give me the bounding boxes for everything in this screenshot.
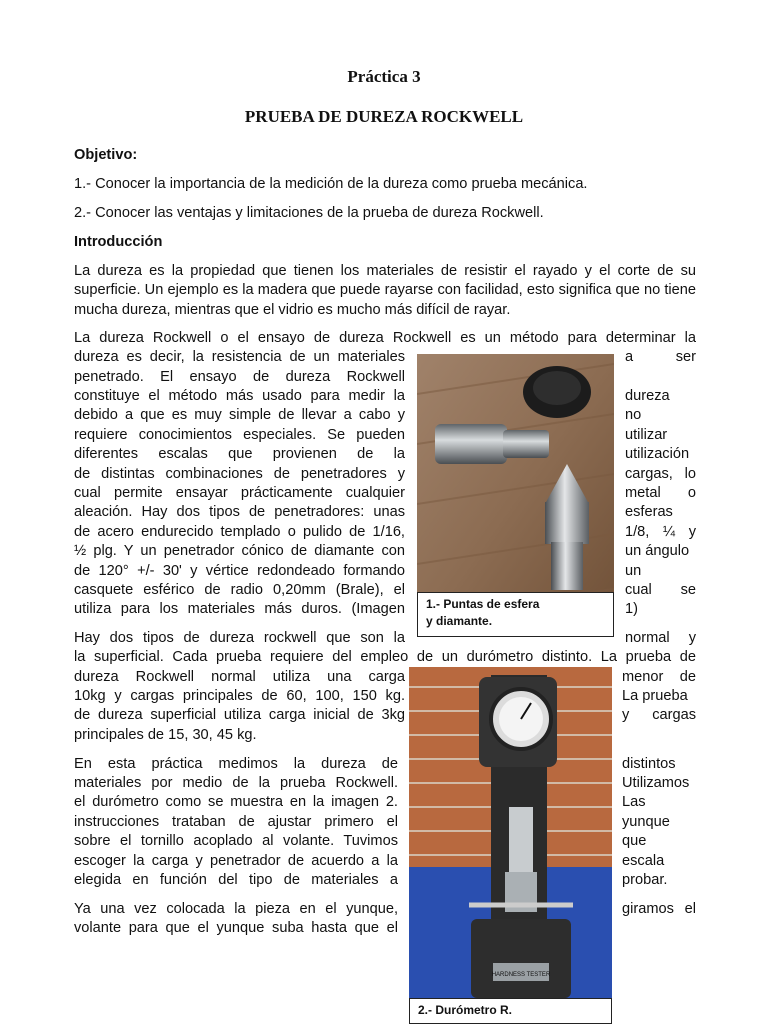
text-line: cual permite ensayar prácticamente cualquier — [74, 485, 405, 501]
objective-item-2: 2.- Conocer las ventajas y limitaciones de la prueba de dureza Rockwell. — [74, 205, 544, 221]
text-line: dureza es decir, la resistencia de un materiales — [74, 349, 405, 365]
text-line: utilizar — [625, 427, 668, 443]
text-line: constituye el método más usado para medir la — [74, 388, 405, 404]
text-line: menor de — [622, 669, 696, 685]
text-line: el durómetro como se muestra en la imagen 2. — [74, 794, 398, 810]
text-line: dureza Rockwell normal utiliza una carga — [74, 669, 405, 685]
text-line: 1) — [625, 601, 638, 617]
figure-1-caption-line-2: y diamante. — [426, 614, 493, 628]
figure-1-caption-line-1: 1.- Puntas de esfera — [426, 597, 540, 611]
text-line: 1/8, ¼ y — [625, 524, 696, 540]
page-title: PRUEBA DE DUREZA ROCKWELL — [244, 107, 524, 126]
text-line: yunque — [622, 814, 670, 830]
text-line: Hay dos tipos de dureza rockwell que son la — [74, 630, 405, 646]
tester-nameplate: HARDNESS TESTER — [491, 972, 551, 978]
figure-2-durometer-photo — [409, 667, 612, 1024]
text-line: sobre el tornillo acoplado al volante. Tuvimos — [74, 833, 398, 849]
text-line: Utilizamos — [622, 775, 690, 791]
text-line: volante para que el yunque suba hasta que el — [74, 920, 398, 936]
text-line: de distintas combinaciones de penetradores y — [74, 466, 405, 482]
text-line: normal y — [625, 630, 696, 646]
text-line: debido a que es muy simple de llevar a cabo y — [74, 407, 405, 423]
text-line: distintos — [622, 756, 676, 772]
text-line: metal o — [625, 485, 696, 501]
text-line: giramos el — [622, 901, 696, 917]
figure-2-caption: 2.- Durómetro R. — [409, 998, 612, 1024]
text-line: ½ plg. Y un penetrador cónico de diamante con — [74, 543, 405, 559]
text-line: casquete esférico de radio 0,20mm (Brale), el — [74, 582, 405, 598]
text-line: un ángulo — [625, 543, 690, 559]
text-line: Las — [622, 794, 646, 810]
text-line: un — [625, 563, 642, 579]
text-line: la superficial. Cada prueba requiere del empleo de un durómetro distinto. La prueba de — [74, 649, 696, 665]
text-line: aleación. Hay dos tipos de penetradores: unas — [74, 504, 405, 520]
text-line: diferentes escalas que provienen de la — [74, 446, 405, 462]
text-line: materiales por medio de la prueba Rockwell. — [74, 775, 398, 791]
text-line: y cargas — [622, 707, 696, 723]
text-line: escala — [622, 853, 665, 869]
practice-number: Práctica 3 — [347, 67, 421, 86]
text-line: cual se — [625, 582, 696, 598]
intro-paragraph-1: La dureza es la propiedad que tienen los materiales de resistir el rayado y el corte de su superficie. Un ejemplo es la madera que puede rayarse con facilidad, esto significa que no tiene mucha dureza, mientras que el vidrio es mucho más difícil de rayar. — [74, 263, 696, 318]
text-line: La prueba — [622, 688, 688, 704]
durometer-illustration — [409, 667, 612, 998]
intro-paragraph-2-first-line: La dureza Rockwell o el ensayo de dureza Rockwell es un método para determinar la — [74, 330, 696, 346]
text-line: principales de 15, 30, 45 kg. — [74, 727, 257, 743]
text-line: esferas — [625, 504, 673, 520]
text-line: de 120° +/- 30' y vértice redondeado formando — [74, 563, 405, 579]
objective-heading: Objetivo: — [74, 147, 138, 163]
text-line: requiere conocimientos especiales. Se pueden — [74, 427, 405, 443]
text-line: no — [625, 407, 642, 423]
text-line: Ya una vez colocada la pieza en el yunque, — [74, 901, 398, 917]
text-line: 10kg y cargas principales de 60, 100, 150 kg. — [74, 688, 405, 704]
figure-1-caption — [417, 592, 614, 637]
text-line: a ser — [625, 349, 696, 365]
text-line: utilización — [625, 446, 690, 462]
text-line: de dureza superficial utiliza carga inicial de 3kg — [74, 707, 405, 723]
text-line: En esta práctica medimos la dureza de — [74, 756, 398, 772]
objective-item-1: 1.- Conocer la importancia de la medición de la dureza como prueba mecánica. — [74, 176, 588, 192]
text-line: dureza — [625, 388, 670, 404]
figure-1-indenter-tips-photo — [417, 354, 614, 637]
text-line: probar. — [622, 872, 668, 888]
text-line: instrucciones trataban de ajustar primero el — [74, 814, 398, 830]
text-line: elegida en función del tipo de materiales a — [74, 872, 398, 888]
text-line: que — [622, 833, 647, 849]
text-line: escoger la carga y penetrador de acuerdo a la — [74, 853, 398, 869]
text-line: penetrado. El ensayo de dureza Rockwell — [74, 369, 405, 385]
intro-heading: Introducción — [74, 234, 163, 250]
text-line: de acero endurecido templado o pulido de 1/16, — [74, 524, 405, 540]
text-line: cargas, lo — [625, 466, 696, 482]
text-line: utiliza para los materiales más duros. (Imagen — [74, 601, 405, 617]
